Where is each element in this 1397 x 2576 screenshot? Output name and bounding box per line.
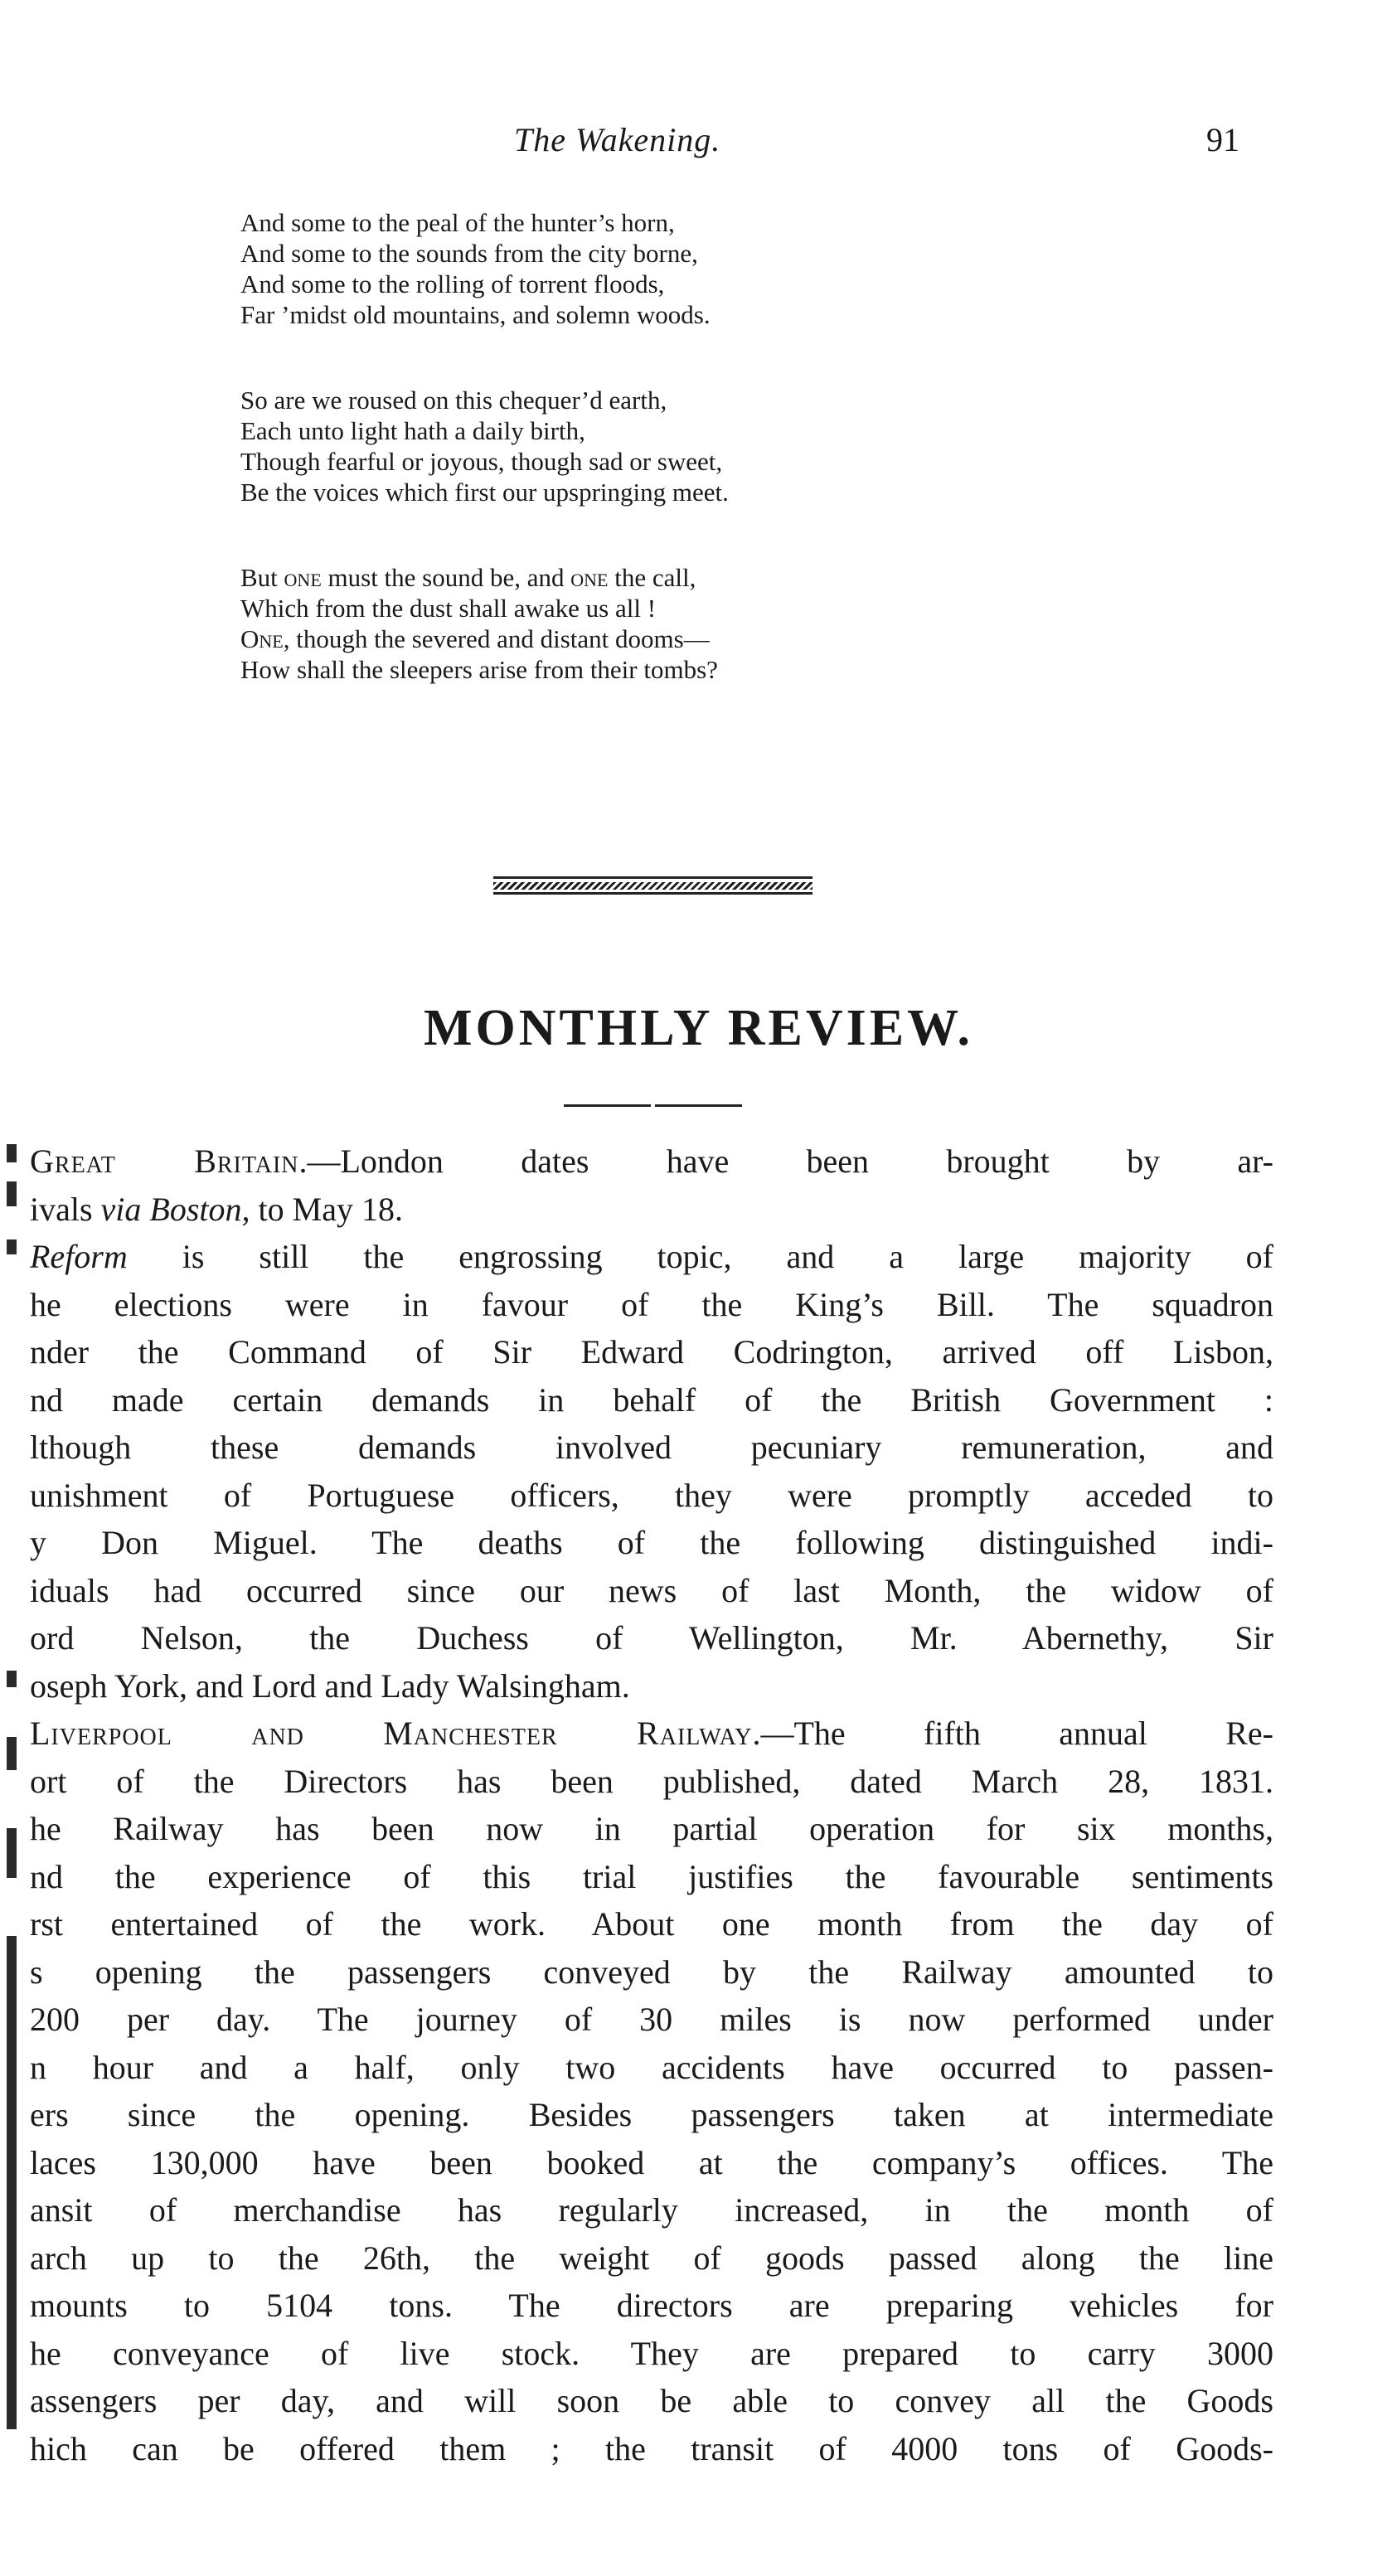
- review-line: 200 per day. The journey of 30 miles is now performed under: [30, 2001, 1273, 2038]
- review-text-span: .—London dates have been brought by ar-: [298, 1142, 1273, 1180]
- review-line: iduals had occurred since our news of last Month, the widow of: [30, 1571, 1273, 1609]
- poem-stanza-3: [240, 562, 1070, 685]
- section-heading: Liverpool and Manchester Railway: [30, 1715, 753, 1752]
- review-line: rst entertained of the work. About one month from the day of: [30, 1905, 1273, 1943]
- binding-mark: [7, 1936, 17, 2429]
- ornament-pattern: [493, 882, 812, 890]
- review-text-span: to May 18.: [250, 1190, 403, 1228]
- review-line: y Don Miguel. The deaths of the following distinguished indi-: [30, 1524, 1273, 1561]
- verse-line: [240, 562, 1070, 593]
- verse-text: must the sound be, and: [321, 563, 571, 592]
- title-rule: [564, 1104, 651, 1107]
- review-italic: Reform: [30, 1238, 128, 1275]
- review-line: [30, 1233, 1273, 1281]
- review-line: arch up to the 26th, the weight of goods passed along the line: [30, 2239, 1273, 2277]
- review-text-span: .—The fifth annual Re-: [752, 1715, 1273, 1752]
- review-line: unishment of Portuguese officers, they were promptly acceded to: [30, 1476, 1273, 1514]
- review-text-span: ivals: [30, 1190, 101, 1228]
- review-line: ord Nelson, the Duchess of Wellington, Mr. Abernethy, Sir: [30, 1619, 1273, 1657]
- verse-small-caps: one: [284, 563, 322, 592]
- review-line: oseph York, and Lord and Lady Walsingham.: [30, 1666, 630, 1705]
- review-line: assengers per day, and will soon be able to convey all the Goods: [30, 2382, 1273, 2419]
- review-line: n hour and a half, only two accidents have occurred to passen-: [30, 2048, 1273, 2086]
- verse-line: Which from the dust shall awake us all !: [240, 594, 657, 623]
- verse-line: Each unto light hath a daily birth,: [240, 416, 585, 445]
- review-line: he Railway has been now in partial operation for six months,: [30, 1810, 1273, 1847]
- binding-edge: [7, 1140, 18, 2429]
- review-line: nd made certain demands in behalf of the British Government :: [30, 1380, 1273, 1419]
- binding-mark: [7, 1737, 17, 1770]
- review-line: ort of the Directors has been published, dated March 28, 1831.: [30, 1762, 1273, 1800]
- verse-text: the call,: [608, 563, 696, 592]
- verse-small-caps: One: [240, 624, 284, 653]
- review-line: he conveyance of live stock. They are prepared to carry 3000: [30, 2334, 1273, 2372]
- binding-mark: [7, 1671, 17, 1687]
- review-line: s opening the passengers conveyed by the Railway amounted to: [30, 1953, 1273, 1991]
- binding-mark: [7, 1239, 17, 1254]
- review-line: ansit of merchandise has regularly increased, in the month of: [30, 2191, 1273, 2229]
- ornament-line: [493, 876, 812, 879]
- review-line: nder the Command of Sir Edward Codrington, arrived off Lisbon,: [30, 1333, 1273, 1370]
- review-line: [30, 1138, 1273, 1186]
- review-line: [30, 1710, 1273, 1758]
- ornament-line: [493, 892, 812, 895]
- review-line: nd the experience of this trial justifies the favourable sentiments: [30, 1857, 1273, 1895]
- poem: [240, 207, 1070, 740]
- verse-line: How shall the sleepers arise from their tombs?: [240, 655, 718, 684]
- running-head: [0, 120, 1397, 170]
- title-rule: [655, 1104, 742, 1107]
- review-line: he elections were in favour of the King’s Bill. The squadron: [30, 1285, 1273, 1323]
- section-title: MONTHLY REVIEW.: [424, 1000, 973, 1056]
- verse-line: So are we roused on this chequer’d earth,: [240, 386, 667, 415]
- review-text-span: is still the engrossing topic, and a large majority of: [127, 1238, 1273, 1275]
- binding-mark: [7, 1144, 17, 1162]
- review-line: [30, 1186, 1273, 1234]
- poem-stanza-2: [240, 385, 1070, 507]
- review-line: hich can be offered them ; the transit of 4000 tons of Goods-: [30, 2429, 1273, 2467]
- ornament-rule: [493, 876, 812, 895]
- page-number: 91: [1206, 121, 1239, 158]
- verse-line: Far ’midst old mountains, and solemn woods.: [240, 300, 711, 329]
- review-line: laces 130,000 have been booked at the company’s offices. The: [30, 2143, 1273, 2181]
- verse-line: And some to the sounds from the city borne,: [240, 239, 698, 268]
- verse-line: [240, 623, 1070, 654]
- verse-small-caps: one: [570, 563, 609, 592]
- running-head-title: The Wakening.: [514, 121, 721, 158]
- verse-line: Be the voices which first our upspringing meet.: [240, 478, 729, 507]
- binding-mark: [7, 1828, 17, 1878]
- section-heading: Great Britain: [30, 1142, 299, 1180]
- review-line: mounts to 5104 tons. The directors are preparing vehicles for: [30, 2287, 1273, 2324]
- binding-mark: [7, 1181, 17, 1206]
- verse-text: , though the severed and distant dooms—: [283, 624, 710, 653]
- review-line: ers since the opening. Besides passengers taken at intermediate: [30, 2096, 1273, 2133]
- review-line: lthough these demands involved pecuniary remuneration, and: [30, 1429, 1273, 1466]
- verse-line: And some to the rolling of torrent floods,: [240, 269, 665, 298]
- verse-line: Though fearful or joyous, though sad or sweet,: [240, 447, 723, 476]
- poem-stanza-1: [240, 207, 1070, 330]
- review-italic: via Boston,: [100, 1190, 250, 1228]
- review-text: [30, 1138, 1273, 2472]
- verse-text: But: [240, 563, 284, 592]
- verse-line: And some to the peal of the hunter’s horn,: [240, 208, 675, 237]
